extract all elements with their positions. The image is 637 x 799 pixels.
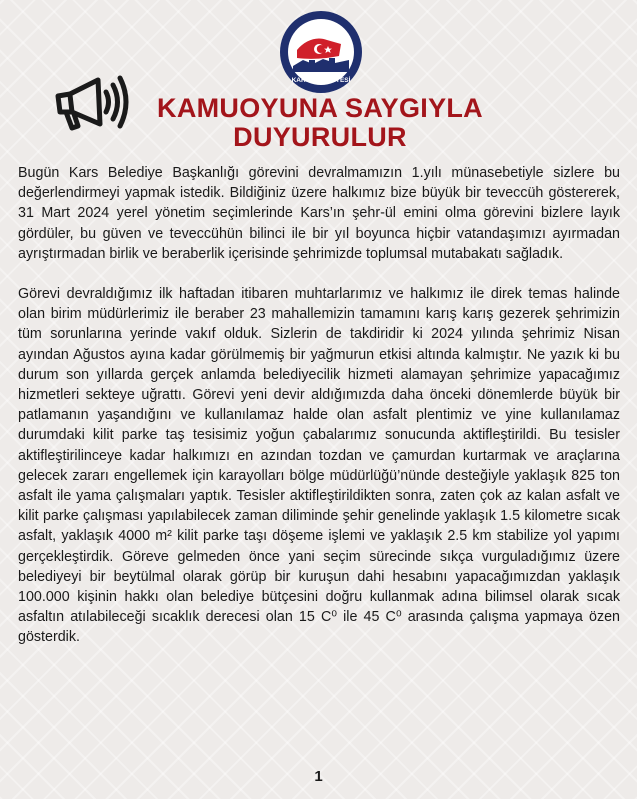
megaphone-icon [50, 68, 132, 134]
page-number: 1 [314, 768, 323, 785]
title-line-2: DUYURULUR [233, 122, 407, 152]
paragraph-2: Görevi devraldığımız ilk haftadan itibaren muhtarlarımız ve halkımız ile direk temas halinde olan birim müdürlerimiz ile beraber 23 mahallemizin tamamını karış karış gezerek şehrimizin tüm sorunlarına yerinde vakıf olduk. Sizlerin de takdiridir ki 2024 yılında şehrimiz Nisan ayından Ağustos ayına kadar görülmemiş bir yağmurun etkisi altında kalmıştır. Ne yazık ki bu durum son yıllarda gerçek anlamda belediyecilik hizmeti alamayan şehrimize yapacağımız hizmetleri sekteye uğrattı. Görevi yeni devir aldığımızda daha önceki dönemlerde büyük bir patlamanın yaşandığını ve kullanılamaz halde olan asfalt plentimiz ve yine kullanılamaz durumdaki kilit parke taş tesisimiz yoğun çabalarımız sonucunda aktifleştirildi. Bu tesisler aktifleştirilinceye kadar halkımızı en azından tozdan ve çamurdan kurtarmak ve araçlarına gelecek zararı engellemek için karayolları bölge müdürlüğü’nünde desteğiyle yaklaşık 825 ton asfalt ile yama çalışmaları yaptık. Tesisler aktifleştirildikten sonra, zaten çok az kalan asfalt ve kilit parke çalışması yapılabilecek zaman diliminde şehir genelinde yaklaşık 1.5 kilometre sıcak asfalt, yaklaşık 4000 m² kilit parke taşı döşeme işlemi ve yaklaşık 2.5 km stabilize yol yapımı gerçekleştirdik. Göreve gelmeden önce yani seçim sürecinde sıkça vurguladığımız üzere belediyeyi bir beytülmal olarak görüp bir kuruşun dahi hesabını yapacağımızdan yaklaşık 100.000 kişinin hakkı olan belediye bütçesini doğru kullanmak adına bilimsel olarak sıcak asfaltın atılabileceği sıcaklık derecesi olan 15 C⁰ ile 45 C⁰ arasında çalışma yapmaya özen gösterdik. [18, 286, 620, 646]
page-title [140, 94, 500, 152]
title-line-1: KAMUOYUNA SAYGIYLA [157, 93, 483, 123]
kars-belediyesi-logo [279, 10, 363, 94]
announcement-body [18, 163, 620, 648]
logo-caption: KARS BELEDİYESİ [291, 77, 351, 84]
paragraph-1: Bugün Kars Belediye Başkanlığı görevini devralmamızın 1.yılı münasebetiyle sizlere bu değerlendirmeyi yapmak istedik. Bildiğiniz üzere halkımız bize büyük bir teveccüh göstererek, 31 Mart 2024 yerel yönetim seçimlerinde Kars’ın şehr-ül emini olma görevini bizlere layık gördüler, bu güven ve teveccühün bilinci ile bir yıl boyunca hiçbir vatandaşımızı ayırmadan ayrıştırmadan birlik ve beraberlik içerisinde şehrimizde toplumsal mutabakatı sağladık. [18, 165, 620, 262]
